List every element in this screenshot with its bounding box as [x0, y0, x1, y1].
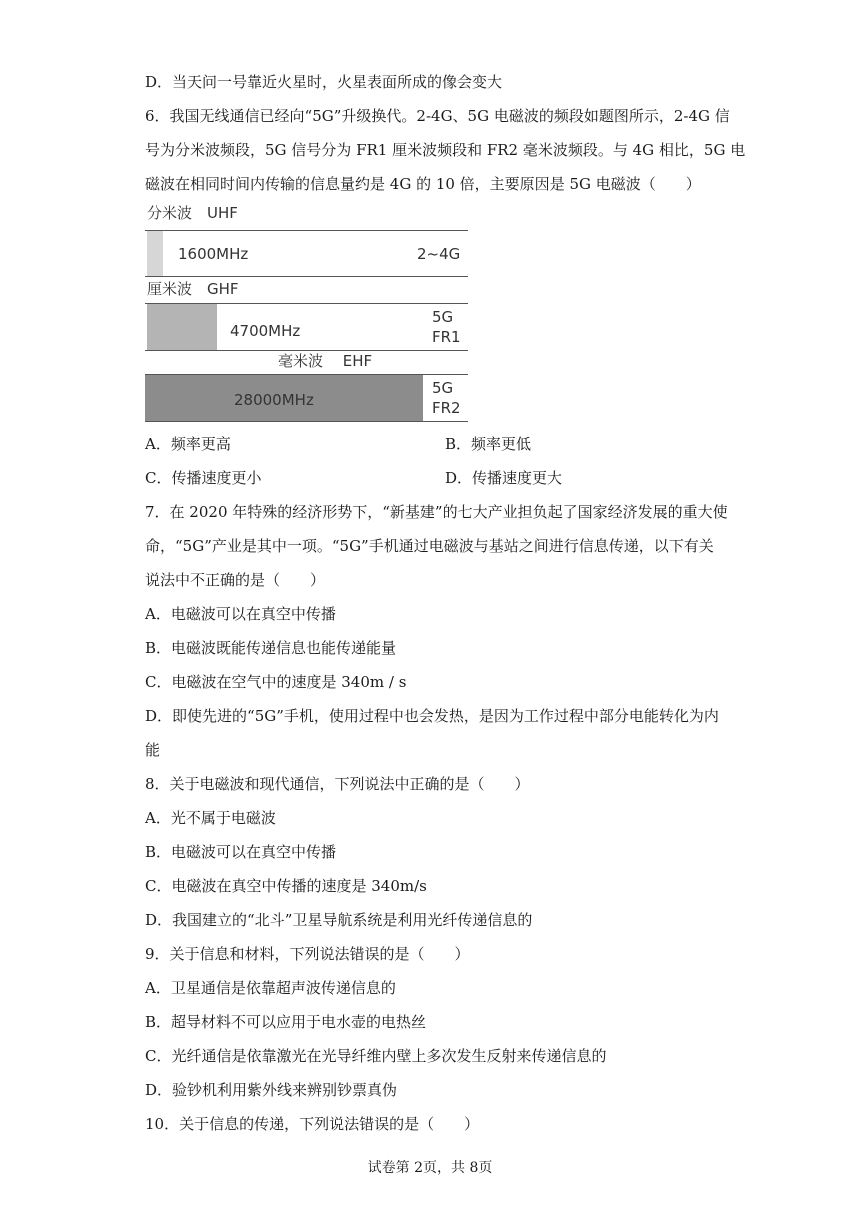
- q7-option-d-line-2: 能: [145, 741, 161, 759]
- q6-option-c: C．传播速度更小: [145, 469, 262, 487]
- q7-stem-line-3: 说法中不正确的是（ ）: [145, 571, 326, 589]
- q6-stem-line-2: 号为分米波频段，5G 信号分为 FR1 厘米波频段和 FR2 毫米波频段。与 4G 相比，5G 电: [145, 141, 746, 159]
- q7-stem-line-2: 命，“5G”产业是其中一项。“5G”手机通过电磁波与基站之间进行信息传递，以下有关: [145, 537, 714, 555]
- q9-stem: 9．关于信息和材料，下列说法错误的是（ ）: [145, 945, 470, 963]
- q7-option-a: A．电磁波可以在真空中传播: [145, 605, 336, 623]
- ehf-tag-2: FR2: [432, 399, 461, 417]
- uhf-frequency: 1600MHz: [178, 245, 249, 263]
- ehf-tag-1: 5G: [432, 379, 454, 397]
- ghf-bar: [147, 304, 217, 350]
- q8-option-a: A．光不属于电磁波: [145, 809, 276, 827]
- q8-option-c: C．电磁波在真空中传播的速度是 340m/s: [145, 877, 427, 895]
- page-footer: 试卷第 2页，共 8页: [367, 1160, 493, 1176]
- ehf-caption: 毫米波 EHF: [278, 352, 373, 370]
- ehf-band: [145, 374, 468, 422]
- q9-option-c: C．光纤通信是依靠激光在光导纤维内壁上多次发生反射来传递信息的: [145, 1047, 607, 1065]
- q6-option-a: A．频率更高: [145, 435, 231, 453]
- ehf-frequency: 28000MHz: [234, 391, 314, 409]
- q6-stem-line-1: 6．我国无线通信已经向“5G”升级换代。2-4G、5G 电磁波的频段如题图所示，2-4G 信: [145, 107, 730, 125]
- uhf-bar: [147, 231, 163, 276]
- q7-option-b: B．电磁波既能传递信息也能传递能量: [145, 639, 397, 657]
- q8-stem: 8．关于电磁波和现代通信，下列说法中正确的是（ ）: [145, 775, 530, 793]
- q5-option-d: D．当天问一号靠近火星时，火星表面所成的像会变大: [145, 73, 503, 91]
- q7-option-c: C．电磁波在空气中的速度是 340m / s: [145, 673, 407, 691]
- ghf-frequency: 4700MHz: [230, 322, 301, 340]
- ghf-caption: 厘米波 GHF: [147, 280, 239, 298]
- q10-stem: 10．关于信息的传递，下列说法错误的是（ ）: [145, 1115, 480, 1133]
- q9-option-d: D．验钞机利用紫外线来辨别钞票真伪: [145, 1081, 398, 1099]
- q8-option-d: D．我国建立的“北斗”卫星导航系统是利用光纤传递信息的: [145, 911, 533, 929]
- ghf-band: [145, 303, 468, 351]
- q6-option-b: B．频率更低: [445, 435, 532, 453]
- q8-option-b: B．电磁波可以在真空中传播: [145, 843, 337, 861]
- frequency-band-figure: [145, 200, 470, 422]
- uhf-tag: 2~4G: [417, 245, 461, 263]
- q7-option-d-line-1: D．即使先进的“5G”手机，使用过程中也会发热，是因为工作过程中部分电能转化为内: [145, 707, 719, 725]
- q6-stem-line-3: 磁波在相同时间内传输的信息量约是 4G 的 10 倍，主要原因是 5G 电磁波（ ）: [145, 175, 701, 193]
- q6-option-d: D．传播速度更大: [445, 469, 563, 487]
- uhf-band: [145, 230, 468, 277]
- q7-stem-line-1: 7．在 2020 年特殊的经济形势下，“新基建”的七大产业担负起了国家经济发展的重大使: [145, 503, 728, 521]
- q9-option-a: A．卫星通信是依靠超声波传递信息的: [145, 979, 396, 997]
- ghf-tag-1: 5G: [432, 308, 454, 326]
- uhf-caption: 分米波 UHF: [147, 204, 238, 222]
- q9-option-b: B．超导材料不可以应用于电水壶的电热丝: [145, 1013, 427, 1031]
- ghf-tag-2: FR1: [432, 328, 461, 346]
